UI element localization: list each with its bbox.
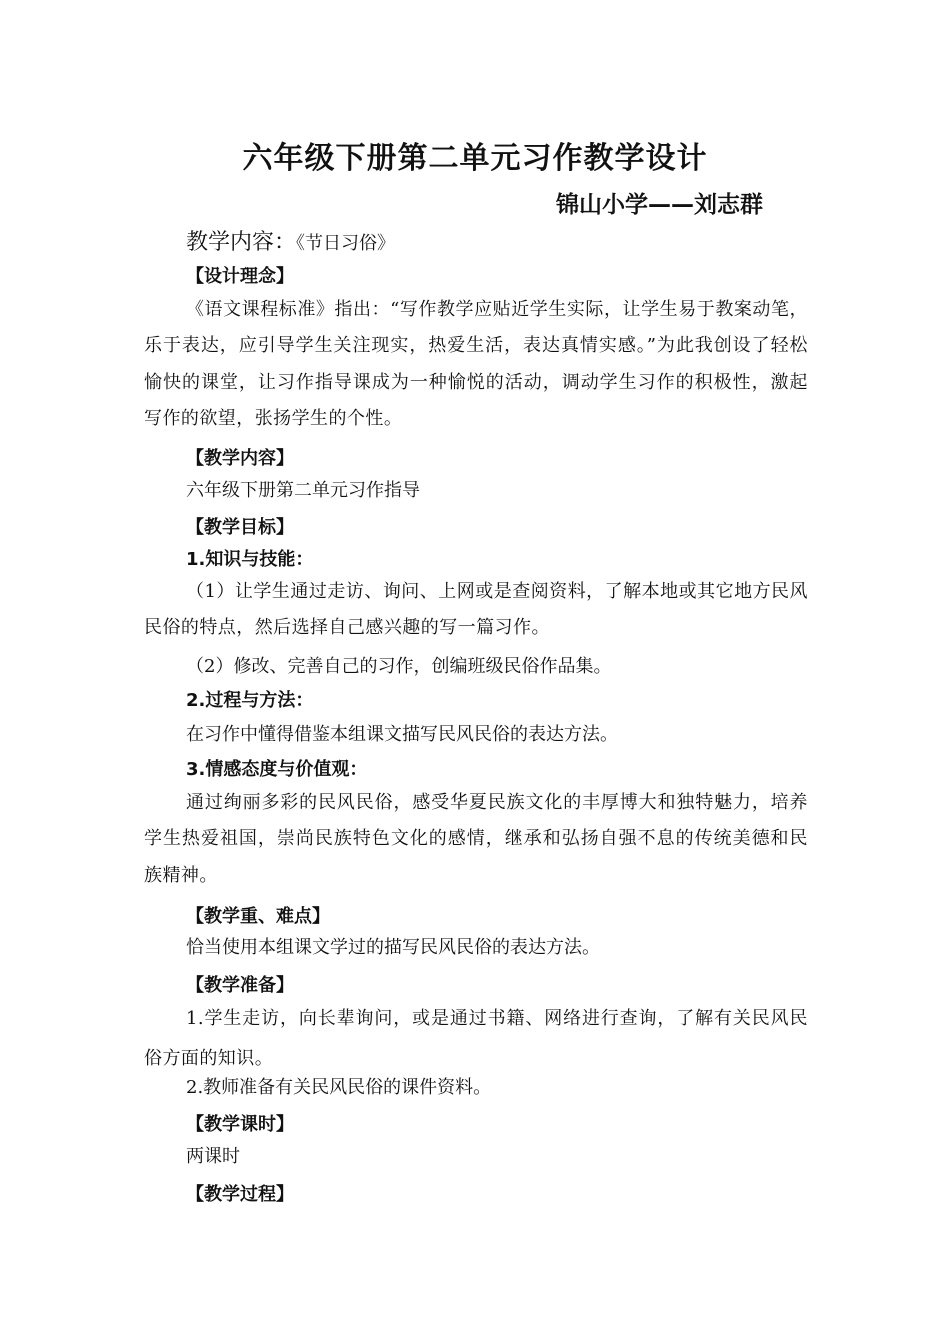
teaching-content-value: 《节日习俗》 — [296, 233, 396, 254]
goal2-title: 2.过程与方法： — [186, 690, 314, 711]
key-points-text: 恰当使用本组课文学过的描写民风民俗的表达方法。 — [186, 937, 600, 958]
preparation-heading: 【教学准备】 — [186, 975, 294, 996]
goal1-title: 1.知识与技能： — [186, 549, 314, 570]
goal3-text: 通过绚丽多彩的民风民俗，感受华夏民族文化的丰厚博大和独特魅力，培养学生热爱祖国，崇尚民族特色文化的感情，继承和弘扬自强不息的传统美德和民族精神。 — [144, 792, 808, 886]
class-hours-heading: 【教学课时】 — [186, 1114, 294, 1135]
teaching-goals-heading: 【教学目标】 — [186, 517, 294, 538]
preparation-item1: 1.学生走访，向长辈询问，或是通过书籍、网络进行查询，了解有关民风民俗方面的知识。 — [144, 1008, 808, 1069]
key-points-heading: 【教学重、难点】 — [186, 906, 330, 927]
goal1-item1: （1）让学生通过走访、询问、上网或是查阅资料，了解本地或其它地方民风民俗的特点，然后选择自己感兴趣的写一篇习作。 — [144, 581, 808, 639]
teaching-content-text: 六年级下册第二单元习作指导 — [186, 480, 420, 501]
teaching-content-heading: 【教学内容】 — [186, 448, 294, 469]
goal1-item2: （2）修改、完善自己的习作，创编班级民俗作品集。 — [186, 656, 612, 677]
goal3-title: 3.情感态度与价值观： — [186, 759, 368, 780]
teaching-content-line — [186, 225, 395, 256]
preparation-item2: 2.教师准备有关民风民俗的课件资料。 — [186, 1077, 492, 1098]
document-author: 锦山小学——刘志群 — [556, 192, 763, 218]
process-heading: 【教学过程】 — [186, 1184, 294, 1205]
goal2-text: 在习作中懂得借鉴本组课文描写民风民俗的表达方法。 — [186, 724, 618, 745]
class-hours-text: 两课时 — [186, 1146, 240, 1167]
design-concept-heading: 【设计理念】 — [186, 266, 294, 287]
teaching-content-label: 教学内容： — [186, 230, 297, 255]
design-concept-text: 《语文课程标准》指出：“写作教学应贴近学生实际，让学生易于教案动笔，乐于表达，应引导学生关注现实，热爱生活，表达真情实感。”为此我创设了轻松愉快的课堂，让习作指导课成为一种愉悦的活动，调动学生习作的积极性，激起写作的欲望，张扬学生的个性。 — [144, 299, 808, 429]
document-title: 六年级下册第二单元习作教学设计 — [242, 141, 708, 176]
